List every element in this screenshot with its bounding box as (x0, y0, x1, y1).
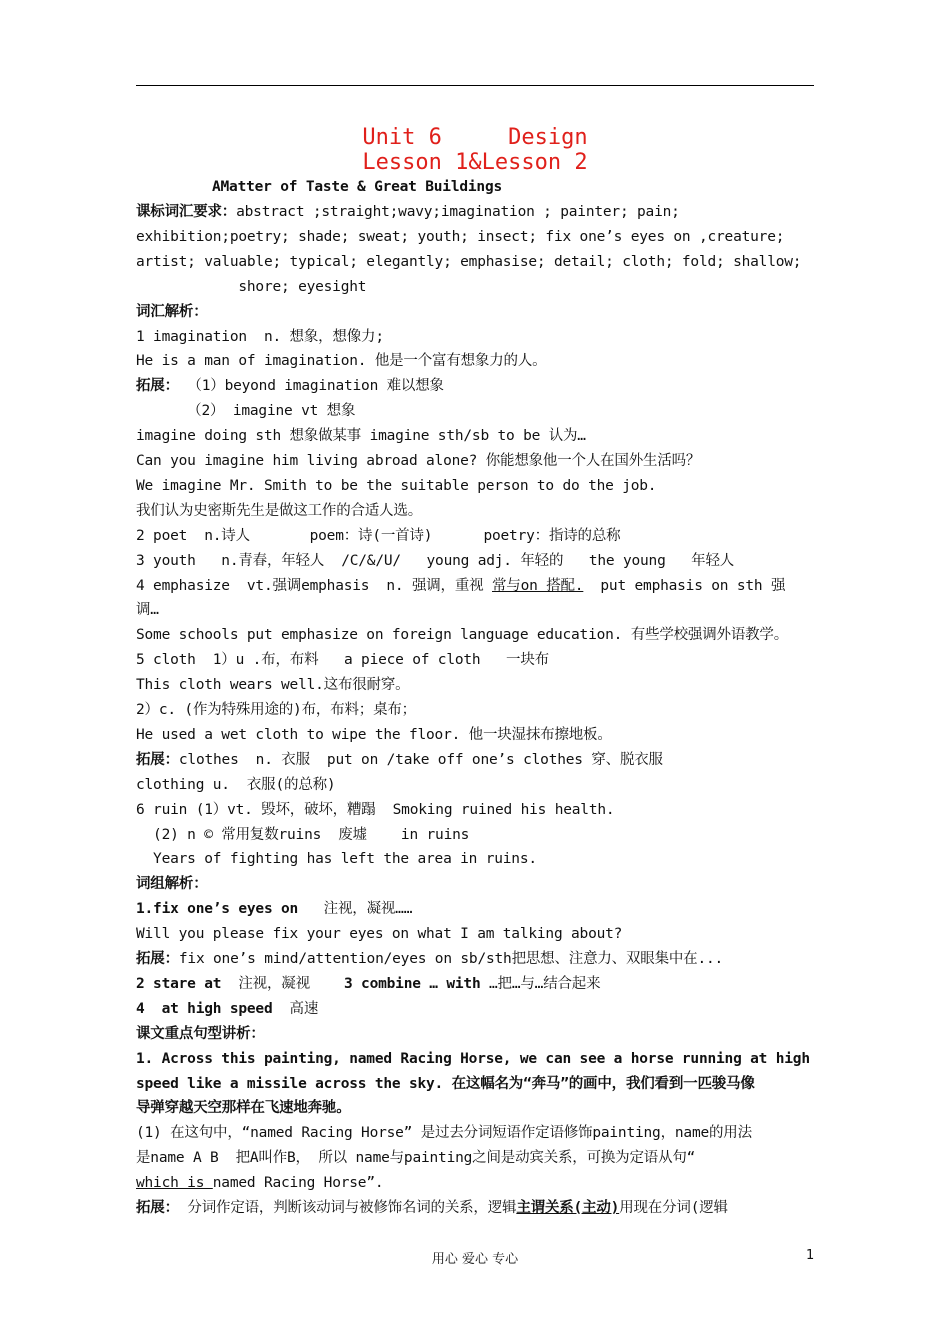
text-line (136, 799, 816, 821)
text-segment: fix one’s mind/attention/eyes on sb/sth把思想、注意力、双眼集中在... (178, 951, 724, 967)
text-segment: 6 ruin (1）vt. 毁坏，破坏，糟蹋 Smoking ruined his health. (136, 801, 615, 818)
lesson-title: Lesson 1&Lesson 2 (362, 150, 588, 175)
text-line (136, 1023, 816, 1045)
text-line (136, 824, 816, 846)
text-segment: 用现在分词(逻辑 (619, 1200, 728, 1216)
text-line (136, 873, 816, 895)
text-segment: 4 at high speed (136, 1000, 273, 1017)
text-segment: We imagine Mr. Smith to be the suitable person to do the job. (136, 477, 657, 494)
text-line (136, 848, 816, 870)
text-segment: 注视，凝视…… (298, 901, 413, 918)
text-line (136, 201, 816, 223)
text-segment: He used a wet cloth to wipe the floor. 他一块湿抹布擦地板。 (136, 726, 612, 743)
text-line (136, 326, 816, 348)
text-segment: 高速 (272, 1000, 319, 1017)
text-line (136, 400, 816, 422)
text-line (136, 226, 816, 248)
text-segment: 拓展： (136, 378, 179, 395)
text-segment: speed like a missile across the sky. 在这幅名为“奔马”的画中，我们看到一匹骏马像 (136, 1075, 755, 1092)
text-segment: 词汇解析： (136, 303, 208, 320)
text-segment: Can you imagine him living abroad alone? 你能想象他一个人在国外生活吗？ (136, 453, 701, 469)
text-segment: abstract ;straight;wavy;imagination ; painter; pain; (236, 204, 680, 220)
text-segment: （1）beyond imagination 难以想象 (178, 378, 444, 395)
text-line (136, 375, 816, 397)
text-line (136, 276, 816, 298)
text-segment: Will you please fix your eyes on what I am talking about? (136, 926, 623, 943)
text-line (136, 251, 816, 273)
text-line (136, 699, 816, 721)
text-line (136, 525, 816, 547)
text-line (136, 1073, 816, 1095)
text-line (136, 1197, 816, 1219)
text-line (136, 973, 816, 995)
text-segment: 调… (136, 602, 159, 619)
text-line (136, 774, 816, 796)
text-line (136, 674, 816, 696)
text-segment: exhibition;poetry; shade; sweat; youth; insect; fix one’s eyes on ,creature; (136, 228, 785, 245)
text-line (136, 1048, 816, 1070)
text-segment: 导弹穿越天空那样在飞速地奔驰。 (136, 1100, 351, 1117)
text-line (136, 350, 816, 372)
text-segment: Years of fighting has left the area in ruins. (136, 851, 537, 868)
text-line (136, 550, 816, 572)
text-line (136, 500, 816, 522)
text-segment: (2) n © 常用复数ruins 废墟 in ruins (136, 826, 470, 843)
text-segment: imagine doing sth 想象做某事 imagine sth/sb to be 认为… (136, 428, 586, 445)
text-segment: (1) 在这句中，“named Racing Horse” 是过去分词短语作定语修饰painting，name的用法 (136, 1125, 752, 1142)
text-segment: 是name A B 把A叫作B， 所以 name与painting之间是动宾关系，可换为定语从句“ (136, 1150, 696, 1167)
text-line (136, 923, 816, 945)
text-segment: 课标词汇要求： (136, 204, 237, 220)
unit-title: Unit 6 Design (362, 125, 588, 150)
text-segment: 2 poet n.诗人 poem：诗(一首诗) poetry：指诗的总称 (136, 527, 621, 544)
text-line (136, 1097, 816, 1119)
text-segment: 拓展： (136, 1200, 179, 1216)
text-line (136, 425, 816, 447)
text-segment: 3 youth n.青春，年轻人 /C/&/U/ young adj. 年轻的 the young 年轻人 (136, 552, 735, 569)
text-line (136, 998, 816, 1020)
text-segment: 分词作定语，判断该动词与被修饰名词的关系，逻辑 (178, 1200, 517, 1216)
text-segment: clothes n. 衣服 put on /take off one’s clothes 穿、脱衣服 (178, 751, 663, 768)
text-segment: …把…与…结合起来 (480, 975, 601, 992)
text-segment: 课文重点句型讲析： (136, 1025, 265, 1042)
text-line (136, 624, 816, 646)
header-rule (136, 85, 814, 86)
text-line (136, 575, 816, 597)
text-segment: This cloth wears well.这布很耐穿。 (136, 677, 410, 694)
text-segment: which is (136, 1175, 213, 1192)
text-segment: 主谓关系(主动) (516, 1200, 620, 1216)
text-segment: 1.fix one’s eyes on (136, 901, 299, 918)
text-segment: He is a man of imagination. 他是一个富有想象力的人。 (136, 353, 547, 370)
text-segment: Some schools put emphasize on foreign language education. 有些学校强调外语教学。 (136, 627, 789, 644)
text-line (136, 898, 816, 920)
text-segment: put emphasis on sth 强 (583, 577, 786, 594)
text-line (136, 649, 816, 671)
text-line (136, 1172, 816, 1194)
footer-text: 用心 爱心 专心 (431, 1252, 519, 1267)
text-segment: 拓展： (136, 751, 179, 768)
text-segment: （2） imagine vt 想象 (136, 403, 356, 420)
text-segment: named Racing Horse”. (212, 1175, 384, 1192)
text-segment: 词组解析： (136, 876, 208, 893)
text-segment: 2 stare at (136, 975, 222, 992)
text-line (136, 948, 816, 970)
text-segment: 常与on 搭配. (492, 577, 584, 594)
text-segment: 5 cloth 1）u .布，布料 a piece of cloth 一块布 (136, 652, 549, 669)
text-line (136, 724, 816, 746)
text-segment: 2）c. (作为特殊用途的)布，布料；桌布； (136, 702, 416, 718)
text-segment: 1 imagination n. 想象，想像力; (136, 328, 384, 345)
text-segment: clothing u. 衣服(的总称) (136, 776, 336, 793)
text-segment: 4 emphasize vt.强调emphasis n. 强调，重视 (136, 577, 492, 594)
text-line (136, 1122, 816, 1144)
text-line (136, 599, 816, 621)
text-line (136, 749, 816, 771)
text-segment: 1. Across this painting, named Racing Horse, we can see a horse running at high (136, 1050, 810, 1067)
text-line (136, 1147, 816, 1169)
text-line (136, 475, 816, 497)
text-segment: artist; valuable; typical; elegantly; emphasise; detail; cloth; fold; shallow; (136, 253, 802, 270)
text-segment: 注视，凝视 (221, 975, 344, 992)
text-segment: shore; eyesight (136, 278, 367, 295)
text-segment: 3 combine … with (344, 975, 481, 992)
text-line (136, 450, 816, 472)
subtitle: AMatter of Taste & Great Buildings (212, 179, 503, 195)
text-segment: 我们认为史密斯先生是做这工作的合适人选。 (136, 502, 422, 519)
page-number: 1 (806, 1248, 815, 1263)
text-line (136, 301, 816, 323)
text-segment: 拓展： (136, 951, 179, 967)
